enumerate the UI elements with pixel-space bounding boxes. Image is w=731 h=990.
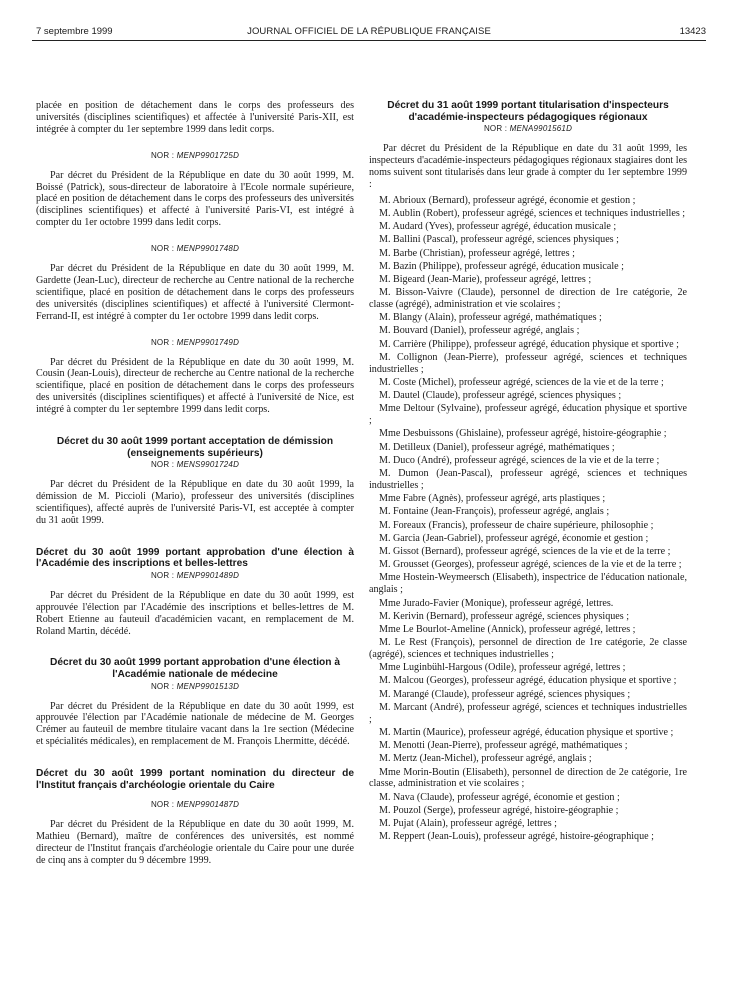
decree-intro: Par décret du Président de la République en date du 31 août 1999, les inspecteurs d'académie-inspecteurs pédagogiques régionaux stagiaires dont les noms suivent sont titularisés dans leur grade à compter du 1er septembre 1999 :: [369, 143, 687, 190]
appointee-list: [369, 195, 687, 843]
nor-reference: NOR : MENA9901561D: [483, 124, 573, 134]
nor-reference: NOR : MENP9901487D: [150, 800, 240, 810]
list-item: Mme Le Bourlot-Ameline (Annick), professeur agrégé, lettres ;: [379, 623, 636, 635]
list-item: Mme Morin-Boutin (Elisabeth), personnel de direction de 2e catégorie, 1re classe, administration et vie scolaires ;: [369, 766, 687, 790]
decree-paragraph: Par décret du Président de la République en date du 30 août 1999, M. Boissé (Patrick), sous-directeur de laboratoire à l'Ecole normale supérieure, placé en position de détachement dans le corps des professeurs des universités (disciplines scientifiques) et affecté à l'université Paris-VI, est intégré à compter du 1er octobre 1999 dans ledit corps.: [36, 169, 354, 229]
nor-reference: NOR : MENP9901489D: [150, 570, 240, 580]
list-item: M. Gissot (Bernard), professeur agrégé, sciences de la vie et de la terre ;: [379, 546, 671, 558]
list-item: M. Audard (Yves), professeur agrégé, éducation musicale ;: [379, 221, 617, 233]
decree-title: Décret du 31 août 1999 portant titularisation d'inspecteurs d'académie-inspecteurs pédagogiques régionaux: [387, 100, 669, 123]
nor-reference: NOR : MENP9901748D: [150, 244, 240, 254]
nor-reference: NOR : MENS9901724D: [150, 460, 240, 470]
list-item: M. Reppert (Jean-Louis), professeur agrégé, histoire-géographique ;: [379, 831, 654, 843]
list-item: M. Coste (Michel), professeur agrégé, sciences de la vie et de la terre ;: [379, 376, 664, 388]
list-item: Mme Deltour (Sylvaine), professeur agrégé, éducation physique et sportive ;: [369, 403, 687, 427]
list-item: M. Marangé (Claude), professeur agrégé, sciences physiques ;: [379, 688, 631, 700]
paragraph-continuation: placée en position de détachement dans le corps des professeurs des universités (disciplines scientifiques) et affectée à l'université Paris-XII, est intégrée à compter du 1er septembre 1999 dans ledit corps.: [36, 100, 354, 135]
list-item: Mme Jurado-Favier (Monique), professeur agrégé, lettres.: [379, 597, 614, 609]
decree-paragraph: Par décret du Président de la République en date du 30 août 1999, M. Mathieu (Bernard), maître de conférences des universités, est nommé directeur de l'Institut français d'archéologie orientale du Caire pour une durée de cinq ans à compter du 9 décembre 1999.: [36, 819, 354, 866]
header-journal-title: JOURNAL OFFICIEL DE LA RÉPUBLIQUE FRANÇAISE: [247, 26, 491, 37]
list-item: M. Pujat (Alain), professeur agrégé, lettres ;: [379, 818, 557, 830]
list-item: M. Garcia (Jean-Gabriel), professeur agrégé, économie et gestion ;: [379, 532, 649, 544]
list-item: M. Detilleux (Daniel), professeur agrégé, mathématiques ;: [379, 441, 615, 453]
list-item: M. Barbe (Christian), professeur agrégé, lettres ;: [379, 247, 575, 259]
list-item: M. Malcou (Georges), professeur agrégé, éducation physique et sportive ;: [379, 675, 677, 687]
nor-reference: NOR : MENP9901725D: [150, 150, 240, 160]
decree-paragraph: Par décret du Président de la République en date du 30 août 1999, la démission de M. Piccioli (Mario), professeur des universités (disciplines scientifiques), affecté auprès de l'université Paris-VI, est acceptée à compter du 31 août 1999.: [36, 479, 354, 526]
list-item: Mme Desbuissons (Ghislaine), professeur agrégé, histoire-géographie ;: [379, 428, 667, 440]
header-rule: [32, 40, 706, 41]
nor-reference: NOR : MENP9901513D: [150, 681, 240, 691]
list-item: M. Marcant (André), professeur agrégé, sciences et techniques industrielles ;: [369, 701, 687, 725]
list-item: M. Dautel (Claude), professeur agrégé, sciences physiques ;: [379, 390, 622, 402]
list-item: M. Ballini (Pascal), professeur agrégé, sciences physiques ;: [379, 234, 619, 246]
list-item: M. Mertz (Jean-Michel), professeur agrégé, anglais ;: [379, 753, 592, 765]
header-date: 7 septembre 1999: [36, 26, 113, 37]
list-item: M. Bazin (Philippe), professeur agrégé, éducation musicale ;: [379, 260, 624, 272]
decree-title: Décret du 30 août 1999 portant acceptation de démission (enseignements supérieurs): [56, 436, 334, 459]
right-column: [369, 100, 687, 845]
nor-reference: NOR : MENP9901749D: [150, 337, 240, 347]
list-item: M. Le Rest (François), personnel de direction de 1re catégorie, 2e classe (agrégé), sciences et techniques industrielles ;: [369, 637, 687, 661]
list-item: M. Bisson-Vaivre (Claude), personnel de direction de 1re catégorie, 2e classe (agrégé), administration et vie scolaires ;: [369, 287, 687, 311]
decree-title: Décret du 30 août 1999 portant approbation d'une élection à l'Académie nationale de médecine: [50, 657, 340, 681]
left-column: [36, 100, 354, 867]
list-item: M. Abrioux (Bernard), professeur agrégé, économie et gestion ;: [379, 194, 636, 206]
list-item: M. Bigeard (Jean-Marie), professeur agrégé, lettres ;: [379, 273, 592, 285]
list-item: M. Carrière (Philippe), professeur agrégé, éducation physique et sportive ;: [379, 338, 679, 350]
list-item: Mme Fabre (Agnès), professeur agrégé, arts plastiques ;: [379, 493, 606, 505]
list-item: M. Dumon (Jean-Pascal), professeur agrégé, sciences et techniques industrielles ;: [369, 468, 687, 491]
list-item: M. Collignon (Jean-Pierre), professeur agrégé, sciences et techniques industrielles ;: [369, 351, 687, 375]
list-item: M. Fontaine (Jean-François), professeur agrégé, anglais ;: [379, 506, 610, 518]
list-item: Mme Luginbühl-Hargous (Odile), professeur agrégé, lettres ;: [379, 662, 626, 674]
list-item: M. Blangy (Alain), professeur agrégé, mathématiques ;: [379, 312, 602, 324]
list-item: Mme Hostein-Weymeersch (Elisabeth), inspectrice de l'éducation nationale, anglais ;: [369, 572, 687, 596]
decree-title: Décret du 30 août 1999 portant nomination du directeur de l'Institut français d'archéologie orientale du Caire: [36, 768, 354, 791]
list-item: M. Grousset (Georges), professeur agrégé, sciences de la vie et de la terre ;: [379, 559, 682, 571]
decree-paragraph: Par décret du Président de la République en date du 30 août 1999, M. Gardette (Jean-Luc), directeur de recherche au Centre national de la recherche scientifique, placé en position de détachement dans le corps des professeurs des universités (disciplines scientifiques) et affecté à l'université Clermont-Ferrand-II, est intégré à compter du 1er octobre 1999 dans ledit corps.: [36, 263, 354, 322]
list-item: M. Foreaux (Francis), professeur de chaire supérieure, philosophie ;: [379, 519, 654, 531]
list-item: M. Menotti (Jean-Pierre), professeur agrégé, mathématiques ;: [379, 740, 628, 752]
list-item: M. Aublin (Robert), professeur agrégé, sciences et techniques industrielles ;: [379, 207, 686, 219]
decree-paragraph: Par décret du Président de la République en date du 30 août 1999, M. Cousin (Jean-Louis), directeur de recherche au Centre national de la recherche scientifique, placé en position de détachement dans le corps des professeurs des universités (disciplines scientifiques) et affecté à l'université de Nice, est intégré à compter du 1er septembre 1999 dans ledit corps.: [36, 356, 354, 416]
list-item: M. Martin (Maurice), professeur agrégé, éducation physique et sportive ;: [379, 726, 674, 738]
decree-paragraph: Par décret du Président de la République en date du 30 août 1999, est approuvée l'élection par l'Académie nationale de médecine de M. Georges Crémer au fauteuil de membre titulaire vacant dans la 1re section (Médecine et spécialités médicales), en remplacement de M. François Lhermitte, décédé.: [36, 700, 354, 748]
list-item: M. Pouzol (Serge), professeur agrégé, histoire-géographie ;: [379, 804, 619, 816]
list-item: M. Bouvard (Daniel), professeur agrégé, anglais ;: [379, 325, 580, 337]
list-item: M. Nava (Claude), professeur agrégé, économie et gestion ;: [379, 791, 620, 803]
decree-title: Décret du 30 août 1999 portant approbation d'une élection à l'Académie des inscriptions et belles-lettres: [36, 546, 354, 570]
decree-paragraph: Par décret du Président de la République en date du 30 août 1999, est approuvée l'élection par l'Académie des inscriptions et belles-lettres de M. Robert Etienne au fauteuil d'académicien vacant, en remplacement de M. Roland Martin, décédé.: [36, 589, 354, 637]
list-item: M. Kerivin (Bernard), professeur agrégé, sciences physiques ;: [379, 610, 630, 622]
list-item: M. Duco (André), professeur agrégé, sciences de la vie et de la terre ;: [379, 454, 660, 466]
header-page-number: 13423: [679, 26, 706, 37]
